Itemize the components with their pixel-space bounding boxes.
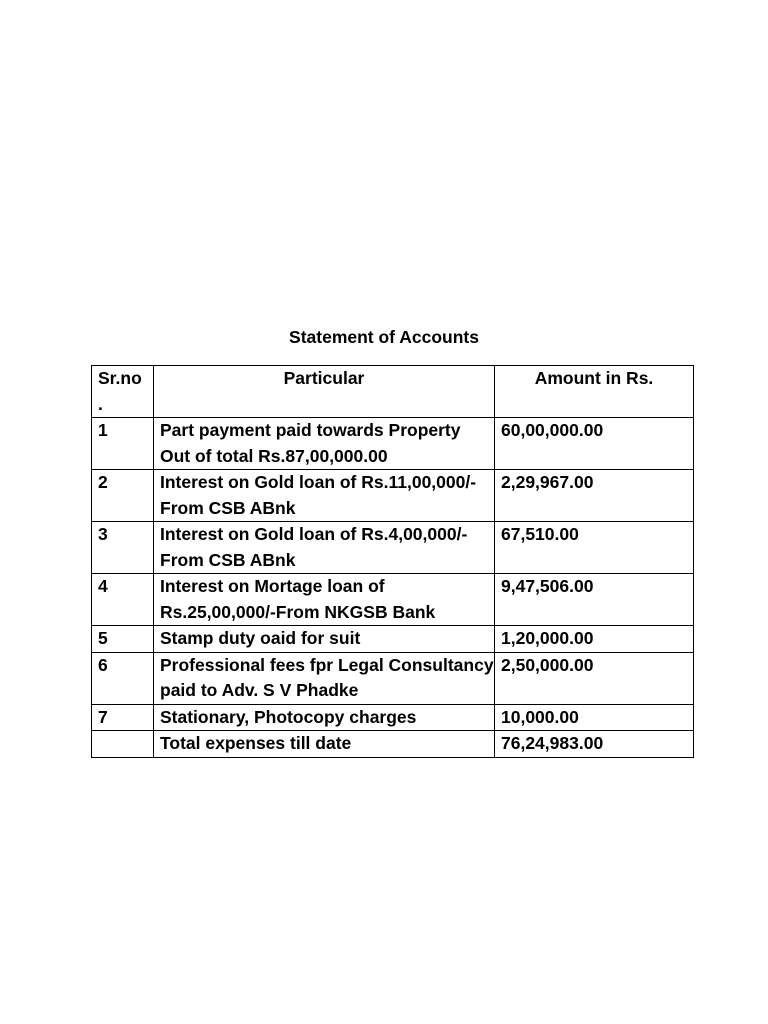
total-sr-empty	[92, 731, 154, 758]
header-sr-line2: .	[98, 393, 103, 414]
row-particular: Stationary, Photocopy charges	[154, 704, 495, 731]
row-amount: 1,20,000.00	[495, 626, 694, 653]
table-row	[92, 418, 694, 470]
row-sr: 7	[92, 704, 154, 731]
row-amount: 60,00,000.00	[495, 418, 694, 470]
table-row	[92, 652, 694, 704]
total-amount: 76,24,983.00	[495, 731, 694, 758]
particular-line: From CSB ABnk	[160, 549, 296, 570]
row-amount: 67,510.00	[495, 522, 694, 574]
particular-line: Interest on Gold loan of Rs.4,00,000/-	[160, 524, 468, 544]
row-sr: 4	[92, 574, 154, 626]
particular-line: Interest on Mortage loan of	[160, 576, 385, 596]
table-row	[92, 470, 694, 522]
row-particular	[154, 574, 495, 626]
particular-line: From CSB ABnk	[160, 497, 296, 518]
row-particular	[154, 522, 495, 574]
row-particular	[154, 652, 495, 704]
table-row	[92, 574, 694, 626]
row-particular: Stamp duty oaid for suit	[154, 626, 495, 653]
row-amount: 9,47,506.00	[495, 574, 694, 626]
particular-line: Interest on Gold loan of Rs.11,00,000/-	[160, 472, 477, 492]
row-sr: 6	[92, 652, 154, 704]
particular-line: Rs.25,00,000/-From NKGSB Bank	[160, 601, 436, 622]
row-sr: 5	[92, 626, 154, 653]
row-amount: 10,000.00	[495, 704, 694, 731]
row-particular	[154, 470, 495, 522]
table-header-row	[92, 366, 694, 418]
table-row	[92, 704, 694, 731]
header-amount: Amount in Rs.	[495, 366, 694, 418]
header-sr-line1: Sr.no	[98, 368, 142, 388]
header-sr-no	[92, 366, 154, 418]
header-particular: Particular	[154, 366, 495, 418]
statement-table	[91, 365, 694, 758]
row-amount: 2,50,000.00	[495, 652, 694, 704]
row-sr: 1	[92, 418, 154, 470]
total-row	[92, 731, 694, 758]
particular-line: Professional fees fpr Legal Consultancy	[160, 654, 494, 675]
particular-line: paid to Adv. S V Phadke	[160, 680, 359, 700]
row-sr: 2	[92, 470, 154, 522]
particular-line: Out of total Rs.87,00,000.00	[160, 445, 388, 466]
row-amount: 2,29,967.00	[495, 470, 694, 522]
total-label: Total expenses till date	[154, 731, 495, 758]
document-title: Statement of Accounts	[289, 327, 479, 347]
row-sr: 3	[92, 522, 154, 574]
table-row	[92, 522, 694, 574]
table-row	[92, 626, 694, 653]
particular-line: Part payment paid towards Property	[160, 420, 461, 440]
row-particular	[154, 418, 495, 470]
